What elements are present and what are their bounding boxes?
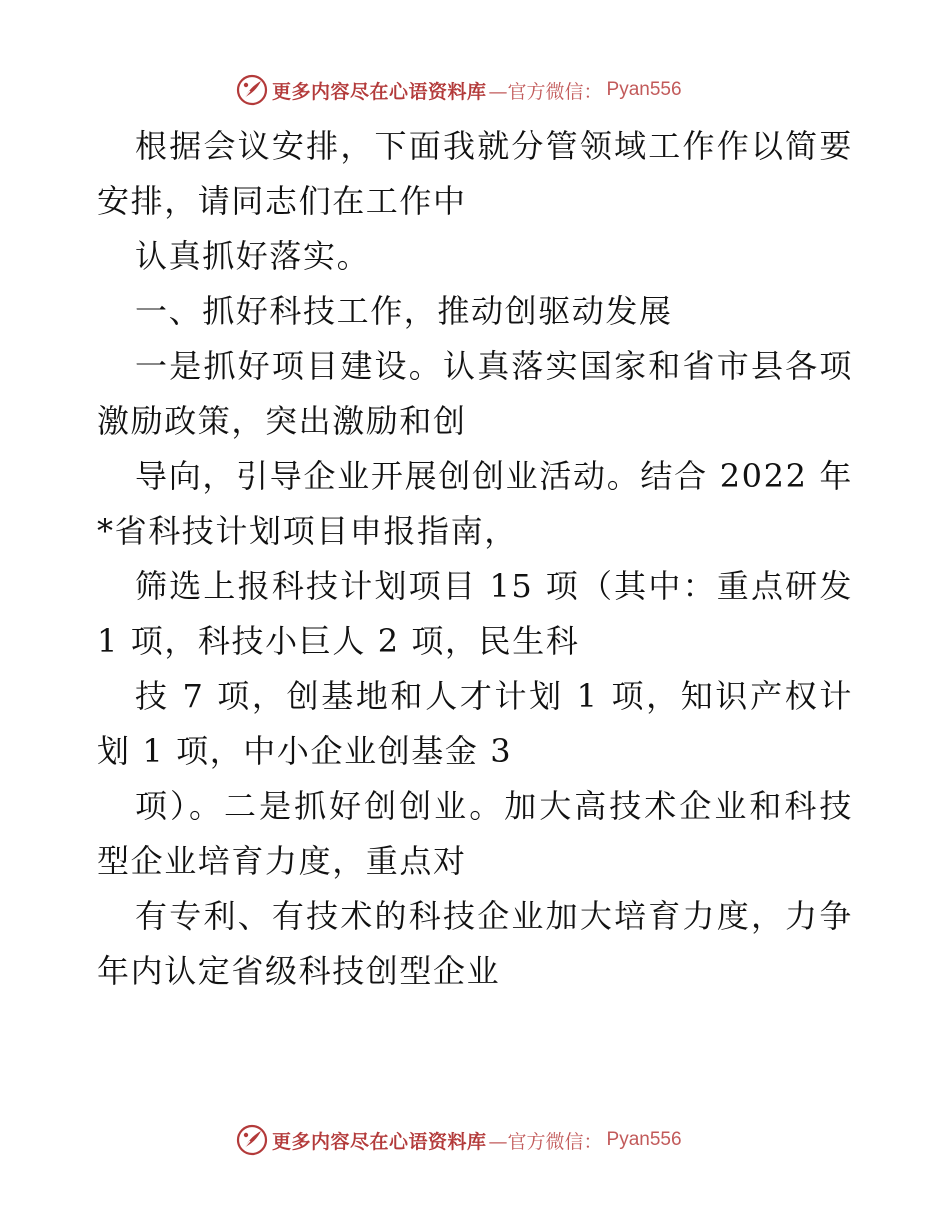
header-watermark-banner: [236, 73, 682, 107]
footer-brand-text: 更多内容尽在心语资料库: [272, 1130, 487, 1153]
paragraph: 根据会议安排，下面我就分管领域工作作以简要安排，请同志们在工作中: [97, 127, 853, 220]
paragraph: 导向，引导企业开展创创业活动。结合 2022 年*省科技计划项目申报指南，: [97, 457, 853, 550]
header-brand-text: 更多内容尽在心语资料库: [272, 80, 487, 103]
footer-watermark-banner: [236, 1123, 682, 1157]
quill-logo-icon: [236, 74, 268, 106]
footer-contact-label: —官方微信：: [488, 1130, 603, 1153]
paragraph: 技 7 项，创基地和人才计划 1 项，知识产权计划 1 项，中小企业创基金 3: [97, 677, 853, 770]
paragraph: 一是抓好项目建设。认真落实国家和省市县各项激励政策，突出激励和创: [97, 347, 853, 440]
paragraph: 认真抓好落实。: [135, 237, 371, 275]
header-contact-id: Pyan556: [606, 79, 682, 100]
paragraph: 有专利、有技术的科技企业加大培育力度，力争年内认定省级科技创型企业: [97, 897, 853, 990]
section-heading: 一、抓好科技工作，推动创驱动发展: [135, 292, 673, 330]
paragraph: 筛选上报科技计划项目 15 项（其中：重点研发 1 项，科技小巨人 2 项，民生科: [97, 567, 853, 660]
header-contact-label: —官方微信：: [488, 80, 603, 103]
quill-logo-icon: [236, 1124, 268, 1156]
footer-contact-id: Pyan556: [606, 1129, 682, 1150]
paragraph: 项）。二是抓好创创业。加大高技术企业和科技型企业培育力度，重点对: [97, 787, 853, 880]
document-body: [97, 119, 853, 999]
